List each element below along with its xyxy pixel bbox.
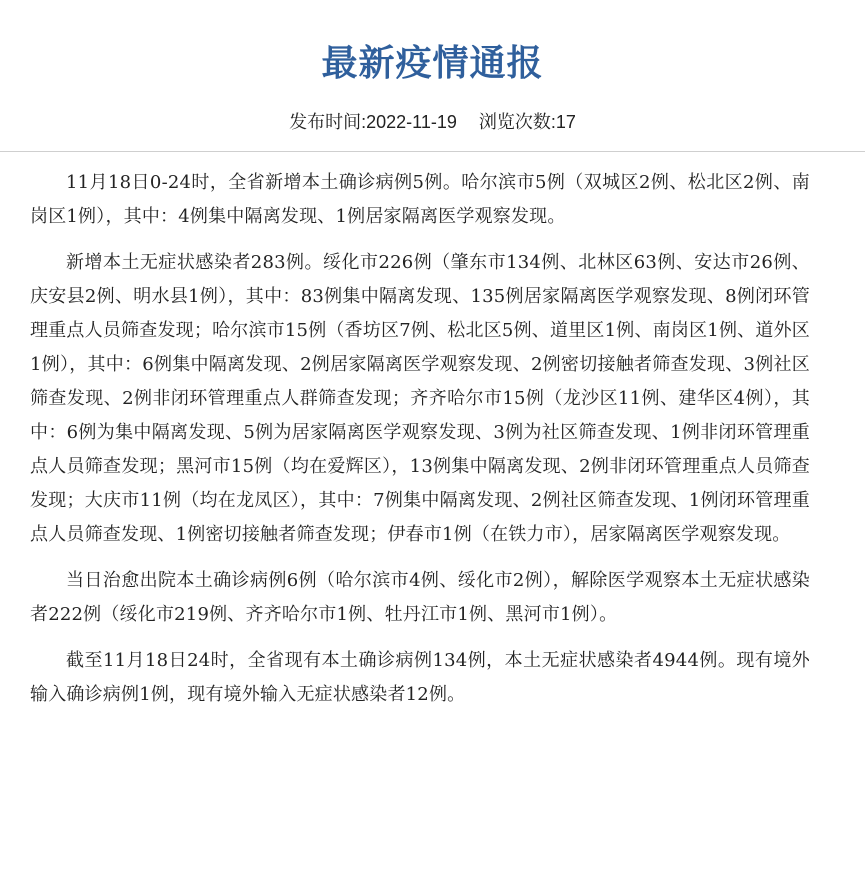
article-header	[0, 0, 865, 136]
header-divider	[0, 151, 865, 152]
article-meta	[0, 108, 865, 136]
page-title: 最新疫情通报	[321, 43, 544, 84]
paragraph-recovered: 当日治愈出院本土确诊病例6例（哈尔滨市4例、绥化市2例），解除医学观察本土无症状感染者222例（绥化市219例、齐齐哈尔市1例、牡丹江市1例、黑河市1例）。	[30, 570, 810, 625]
view-count-label: 浏览次数:	[478, 112, 556, 132]
publish-time-value: 2022-11-19	[366, 112, 457, 132]
paragraph-new-confirmed: 11月18日0-24时，全省新增本土确诊病例5例。哈尔滨市5例（双城区2例、松北区2例、南岗区1例），其中：4例集中隔离发现、1例居家隔离医学观察发现。	[30, 172, 810, 227]
article-body	[30, 166, 810, 724]
paragraph-totals: 截至11月18日24时，全省现有本土确诊病例134例，本土无症状感染者4944例。现有境外输入确诊病例1例，现有境外输入无症状感染者12例。	[30, 650, 810, 705]
view-count-value: 17	[555, 112, 576, 132]
publish-time-label: 发布时间:	[289, 112, 367, 132]
paragraph-new-asymptomatic: 新增本土无症状感染者283例。绥化市226例（肇东市134例、北林区63例、安达市26例、庆安县2例、明水县1例），其中：83例集中隔离发现、135例居家隔离医学观察发现、8例闭环管理重点人员筛查发现；哈尔滨市15例（香坊区7例、松北区5例、道里区1例、南岗区1例、道外区1例），其中：6例集中隔离发现、2例居家隔离医学观察发现、2例密切接触者筛查发现、3例社区筛查发现、2例非闭环管理重点人群筛查发现；齐齐哈尔市15例（龙沙区11例、建华区4例），其中：6例为集中隔离发现、5例为居家隔离医学观察发现、3例为社区筛查发现、1例非闭环管理重点人员筛查发现；黑河市15例（均在爱辉区），13例集中隔离发现、2例非闭环管理重点人员筛查发现；大庆市11例（均在龙凤区），其中：7例集中隔离发现、2例社区筛查发现、1例闭环管理重点人员筛查发现、1例密切接触者筛查发现；伊春市1例（在铁力市），居家隔离医学观察发现。	[30, 252, 810, 545]
